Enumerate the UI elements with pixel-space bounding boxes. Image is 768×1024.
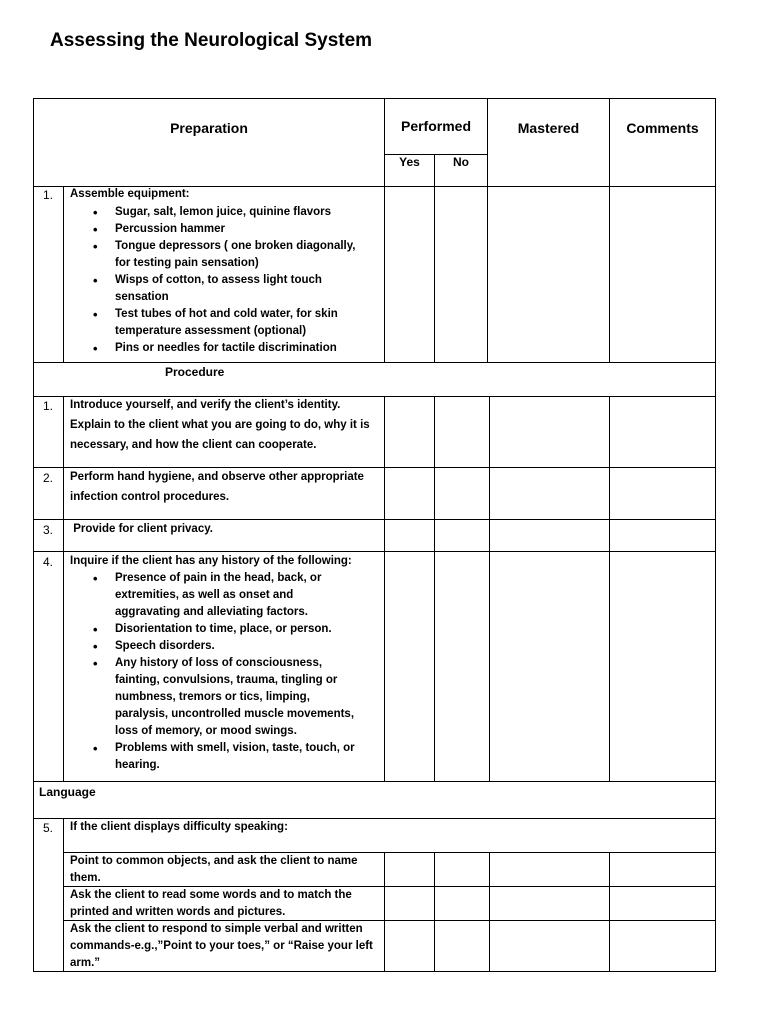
list-item: • Wisps of cotton, to assess light touch sensation <box>115 272 359 306</box>
col-divider <box>63 186 64 362</box>
header-comments: Comments <box>626 120 699 136</box>
language-subitem: Ask the client to respond to simple verbal and written commands-e.g.,”Point to your toes,” or “Raise your left arm.” <box>70 923 373 969</box>
row-divider <box>33 551 716 552</box>
list-item: • Disorientation to time, place, or person. <box>115 621 359 638</box>
col-divider <box>434 154 435 362</box>
page-title: Assessing the Neurological System <box>50 30 373 51</box>
table-border-right <box>715 98 716 972</box>
col-divider <box>63 396 64 781</box>
col-divider <box>609 852 610 971</box>
list-item: • Percussion hammer <box>115 221 359 238</box>
step-text: Inquire if the client has any history of the following: <box>70 555 352 567</box>
col-divider <box>489 396 490 781</box>
col-divider <box>609 396 610 781</box>
row-number: 4. <box>42 555 53 569</box>
language-subitem: Ask the client to read some words and to match the printed and written words and pictures. <box>70 889 352 918</box>
col-divider <box>384 98 385 362</box>
header-yes: Yes <box>399 155 420 169</box>
row-number: 5. <box>42 821 53 835</box>
col-divider <box>434 396 435 781</box>
list-item: • Sugar, salt, lemon juice, quinine flavors <box>115 204 359 221</box>
col-divider <box>489 852 490 971</box>
col-divider <box>63 818 64 971</box>
col-divider <box>609 98 610 362</box>
procedure-heading: Procedure <box>165 365 225 379</box>
step-text: If the client displays difficulty speaking: <box>70 821 288 833</box>
row-number: 3. <box>42 523 53 537</box>
header-mastered: Mastered <box>517 120 580 136</box>
preparation-heading: Assemble equipment: <box>70 188 190 200</box>
row-divider <box>33 781 716 782</box>
col-divider <box>384 852 385 971</box>
language-heading: Language <box>39 785 96 799</box>
list-item: • Speech disorders. <box>115 638 359 655</box>
row-divider <box>33 362 716 363</box>
table-border-top <box>33 98 716 99</box>
history-list <box>69 570 359 774</box>
step-text: Introduce yourself, and verify the client’s identity. Explain to the client what you are going to do, why it is necessary, and how the client can cooperate. <box>70 399 370 451</box>
row-number: 1. <box>42 399 53 413</box>
header-preparation: Preparation <box>170 120 248 136</box>
step-text: Perform hand hygiene, and observe other appropriate infection control procedures. <box>70 471 364 503</box>
row-number: 1. <box>42 188 53 202</box>
list-item: • Test tubes of hot and cold water, for skin temperature assessment (optional) <box>115 306 359 340</box>
col-divider <box>487 98 488 362</box>
list-item: • Problems with smell, vision, taste, touch, or hearing. <box>115 740 359 774</box>
row-number: 2. <box>42 471 53 485</box>
list-item: • Tongue depressors ( one broken diagonally, for testing pain sensation) <box>115 238 359 272</box>
equipment-list <box>69 204 359 357</box>
list-item: • Pins or needles for tactile discrimination <box>115 340 359 357</box>
list-item: • Presence of pain in the head, back, or extremities, as well as onset and aggravating and alleviating factors. <box>115 570 359 621</box>
step-text: Provide for client privacy. <box>70 523 213 535</box>
header-no: No <box>453 155 469 169</box>
header-performed: Performed <box>400 118 472 134</box>
col-divider <box>434 852 435 971</box>
col-divider <box>384 396 385 781</box>
list-item: • Any history of loss of consciousness, fainting, convulsions, trauma, tingling or numbness, tremors or tics, limping, paralysis, uncontrolled muscle movements, loss of memory, or mood swings. <box>115 655 359 740</box>
language-subitem: Point to common objects, and ask the client to name them. <box>70 855 358 884</box>
